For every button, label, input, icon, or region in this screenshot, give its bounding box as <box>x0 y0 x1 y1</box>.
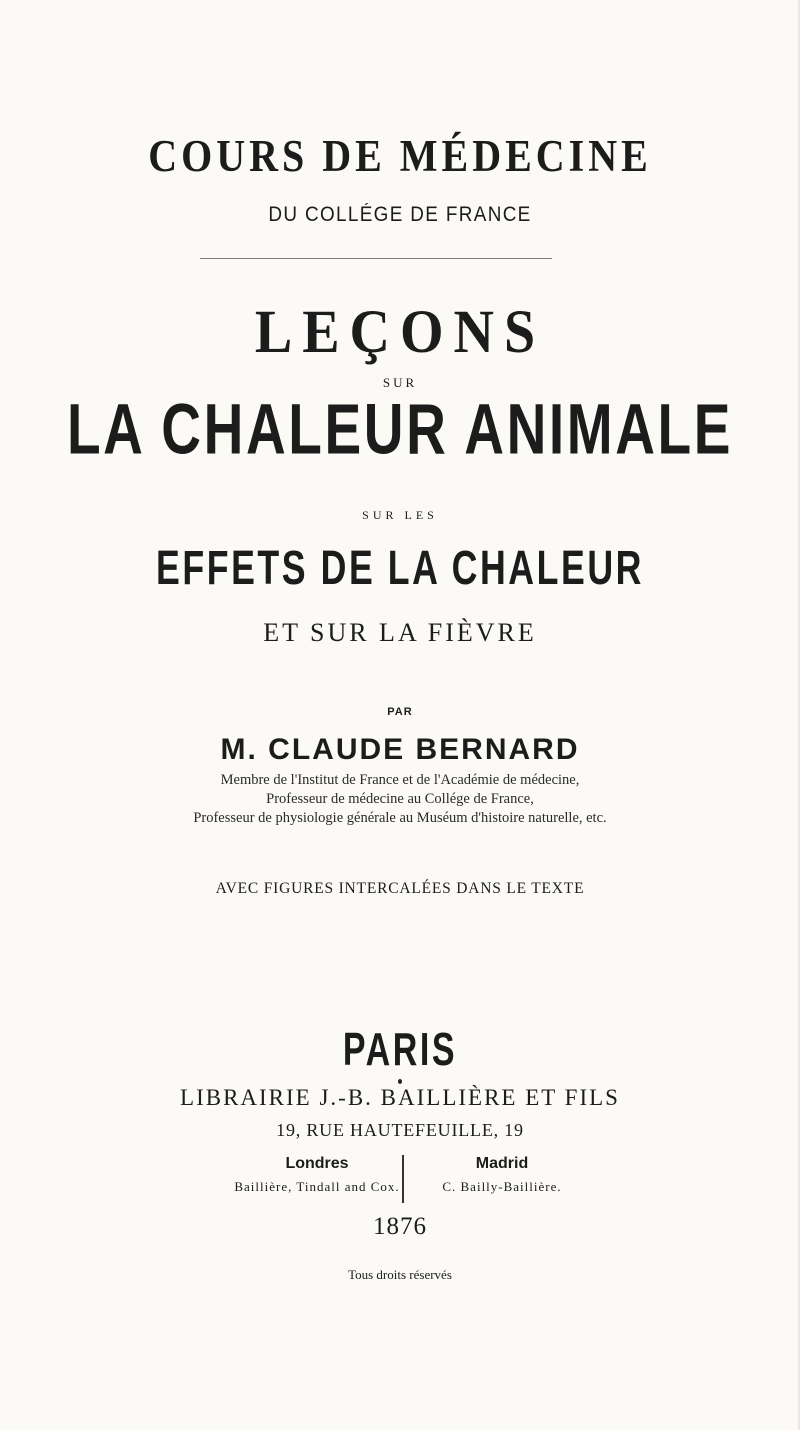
publication-year: 1876 <box>373 1213 427 1240</box>
branch-publisher-madrid: C. Bailly-Baillière. <box>442 1179 562 1194</box>
title-sur-les: SUR LES <box>362 508 438 522</box>
series-title: COURS DE MÉDECINE <box>148 129 652 182</box>
publisher-address: 19, RUE HAUTEFEUILLE, 19 <box>276 1120 524 1140</box>
separator-rule <box>200 258 552 259</box>
subtitle-fievre: ET SUR LA FIÈVRE <box>263 618 537 647</box>
author-affiliation: Professeur de médecine au Collége de France, <box>266 791 534 807</box>
author-name: M. CLAUDE BERNARD <box>220 733 580 766</box>
author-par: PAR <box>387 706 413 718</box>
branch-city-london: Londres <box>285 1155 349 1172</box>
ornament-dot <box>398 1079 402 1084</box>
main-title: LA CHALEUR ANIMALE <box>66 388 734 470</box>
publisher-name: LIBRAIRIE J.-B. BAILLIÈRE ET FILS <box>180 1085 620 1110</box>
branch-divider <box>402 1155 404 1203</box>
author-affiliation: Professeur de physiologie générale au Muséum d'histoire naturelle, etc. <box>193 810 607 826</box>
series-subtitle: DU COLLÉGE DE FRANCE <box>268 203 532 226</box>
title-lecons: LEÇONS <box>254 297 546 367</box>
rights-notice: Tous droits réservés <box>348 1267 452 1282</box>
branch-publisher-london: Baillière, Tindall and Cox. <box>234 1179 400 1194</box>
title-sur: SUR <box>382 375 418 390</box>
branch-city-madrid: Madrid <box>475 1155 529 1172</box>
subtitle-effets: EFFETS DE LA CHALEUR <box>155 540 645 595</box>
imprint-city: PARIS <box>342 1024 458 1076</box>
figures-note: AVEC FIGURES INTERCALÉES DANS LE TEXTE <box>215 880 585 897</box>
author-affiliation: Membre de l'Institut de France et de l'Académie de médecine, <box>220 772 580 788</box>
